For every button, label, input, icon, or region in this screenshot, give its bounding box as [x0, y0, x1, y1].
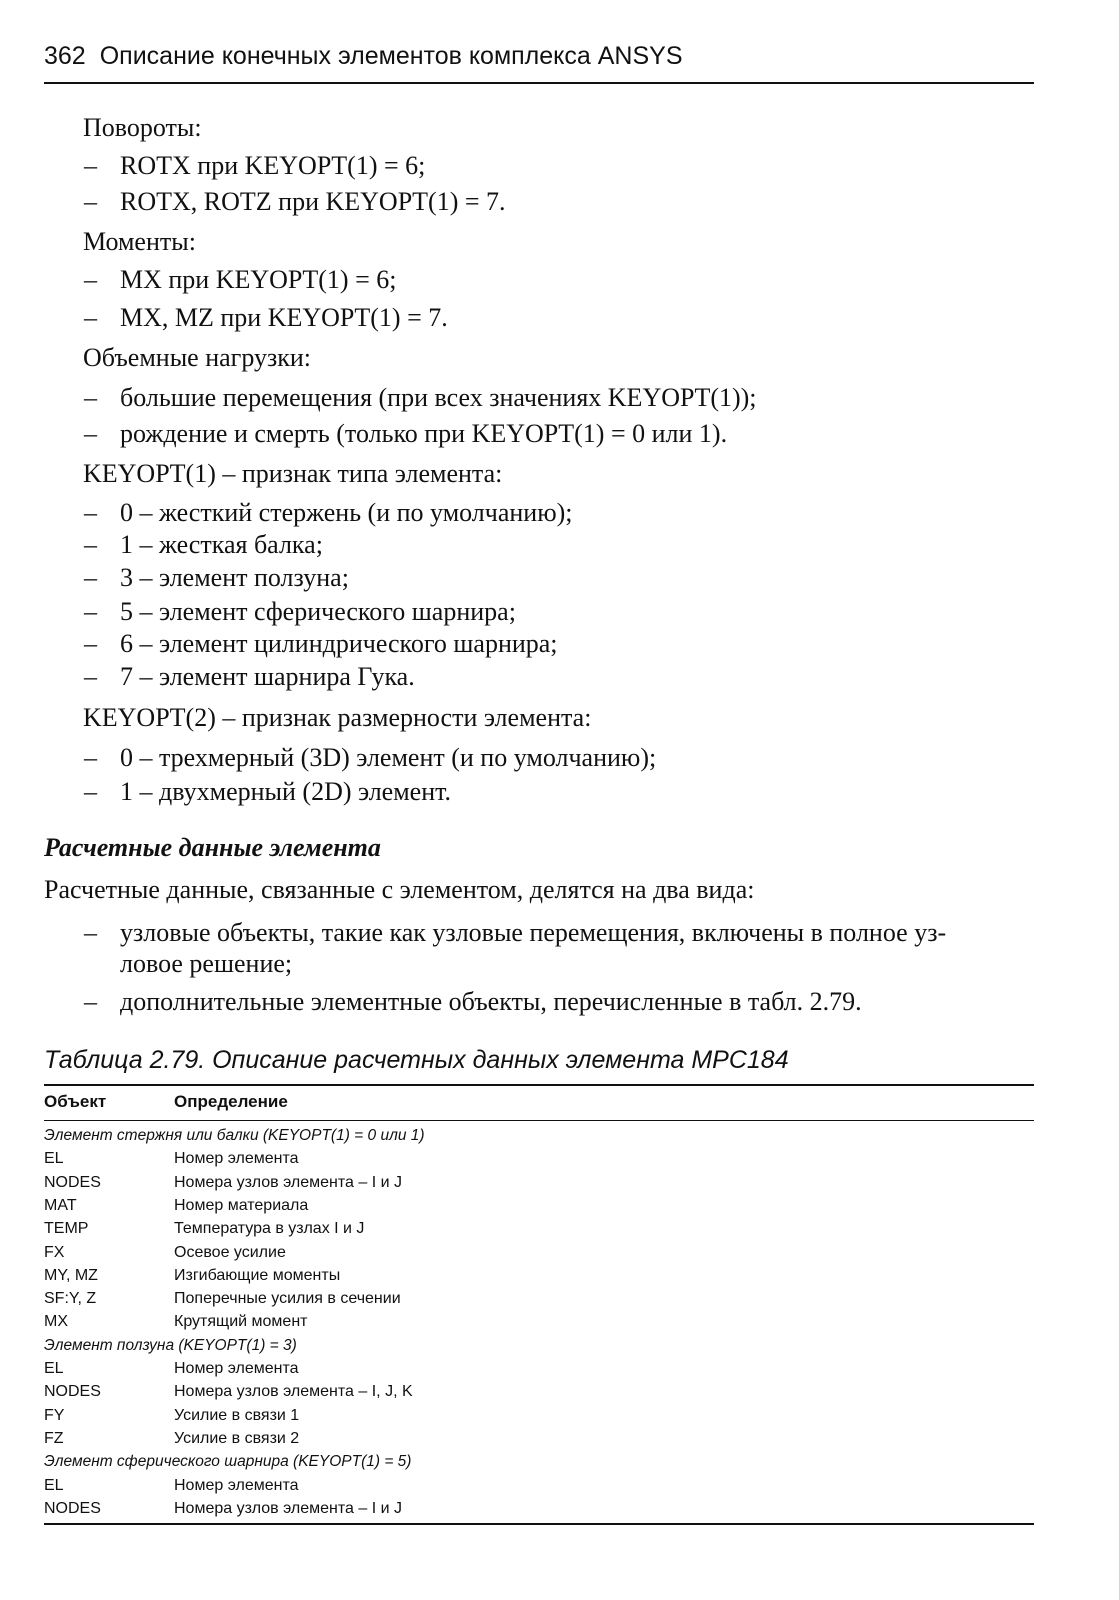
table-row: [44, 1147, 1034, 1170]
list-dash: –: [84, 662, 97, 691]
table-cell-object: FZ: [44, 1429, 64, 1447]
list-item: ROTX, ROTZ при KEYOPT(1) = 7.: [120, 187, 506, 216]
table-cell-object: NODES: [44, 1383, 101, 1401]
table-bottom-rule: [44, 1523, 1034, 1525]
list-dash: –: [84, 383, 97, 412]
table-cell-definition: Осевое усилие: [174, 1243, 286, 1261]
list-item: 0 – жесткий стержень (и по умолчанию);: [120, 498, 573, 527]
table-row: [44, 1171, 1034, 1194]
table-cell-object: NODES: [44, 1499, 101, 1517]
list-dash: –: [84, 777, 97, 806]
list-item: MX, MZ при KEYOPT(1) = 7.: [120, 303, 448, 332]
table-cell-object: MAT: [44, 1196, 77, 1214]
table-row: [44, 1357, 1034, 1380]
table-cell-definition: Номер элемента: [174, 1360, 299, 1377]
list-item: 1 – двухмерный (2D) элемент.: [120, 777, 452, 806]
table-cell-definition: Поперечные усилия в сечении: [174, 1290, 401, 1308]
list-item: узловые объекты, такие как узловые перемещения, включены в полное уз-: [120, 918, 947, 947]
table-group-label: Элемент ползуна (KEYOPT(1) = 3): [44, 1336, 297, 1354]
table-cell-definition: Усилие в связи 1: [174, 1406, 300, 1424]
table-cell-object: EL: [44, 1476, 64, 1494]
table-cell-definition: Изгибающие моменты: [174, 1266, 341, 1284]
list-dash: –: [84, 151, 97, 180]
table-row: [44, 1310, 1034, 1333]
table-row: [44, 1287, 1034, 1310]
table-cell-definition: Номер элемента: [174, 1476, 299, 1494]
list-dash: –: [84, 743, 97, 772]
section-heading: Расчетные данные элемента: [44, 833, 381, 862]
list-item: 7 – элемент шарнира Гука.: [120, 662, 415, 691]
list-item: 5 – элемент сферического шарнира;: [120, 597, 516, 626]
list-dash: –: [84, 265, 97, 294]
table-cell-definition: Номера узлов элемента – I и J: [174, 1499, 402, 1517]
column-header-object: Объект: [44, 1092, 107, 1111]
list-item: рождение и смерть (только при KEYOPT(1) = 0 или 1).: [120, 419, 728, 448]
table-cell-definition: Номер материала: [174, 1196, 309, 1214]
table-cell-definition: Номера узлов элемента – I и J: [174, 1173, 402, 1191]
table-cell-object: FY: [44, 1406, 65, 1424]
list-dash: –: [84, 629, 97, 658]
table-row: [44, 1427, 1034, 1450]
list-item: 0 – трехмерный (3D) элемент (и по умолчанию);: [120, 743, 657, 772]
table-cell-definition: Номера узлов элемента – I, J, K: [174, 1383, 413, 1401]
running-title: Описание конечных элементов комплекса ANSYS: [99, 42, 683, 70]
keyopt1-title: KEYOPT(1) – признак типа элемента:: [83, 459, 503, 488]
table-cell-object: MX: [44, 1313, 68, 1331]
table-group-label: Элемент сферического шарнира (KEYOPT(1) = 5): [44, 1453, 412, 1471]
table-cell-definition: Усилие в связи 2: [174, 1429, 300, 1447]
running-header: [44, 38, 1034, 74]
list-dash: –: [84, 563, 97, 592]
rotations-title: Повороты:: [83, 113, 202, 142]
list-dash: –: [84, 530, 97, 559]
list-item-continuation: ловое решение;: [120, 949, 293, 978]
table-row: [44, 1497, 1034, 1520]
table-cell-object: SF:Y, Z: [44, 1290, 97, 1308]
table-cell-object: NODES: [44, 1173, 101, 1191]
table-cell-object: EL: [44, 1360, 64, 1377]
column-header-definition: Определение: [174, 1092, 288, 1111]
table-cell-object: MY, MZ: [44, 1266, 98, 1284]
table-cell-definition: Температура в узлах I и J: [174, 1220, 365, 1238]
list-dash: –: [84, 419, 97, 448]
table-header-rule: [44, 1120, 1034, 1121]
table-row: [44, 1264, 1034, 1287]
table-row: [44, 1241, 1034, 1264]
list-item: дополнительные элементные объекты, перечисленные в табл. 2.79.: [120, 987, 862, 1016]
table-cell-object: EL: [44, 1150, 64, 1168]
list-item: 3 – элемент ползуна;: [120, 563, 349, 592]
list-dash: –: [84, 918, 97, 947]
list-dash: –: [84, 987, 97, 1016]
moments-title: Моменты:: [83, 227, 196, 256]
keyopt2-title: KEYOPT(2) – признак размерности элемента:: [83, 703, 592, 732]
table-row: [44, 1404, 1034, 1427]
table-cell-object: TEMP: [44, 1220, 89, 1238]
table-group-label: Элемент стержня или балки (KEYOPT(1) = 0 или 1): [44, 1127, 425, 1144]
list-dash: –: [84, 498, 97, 527]
table-row: [44, 1194, 1034, 1217]
list-item: 1 – жесткая балка;: [120, 530, 323, 559]
list-dash: –: [84, 597, 97, 626]
table-top-rule: [44, 1084, 1034, 1086]
table-row: [44, 1474, 1034, 1497]
output-intro: Расчетные данные, связанные с элементом, делятся на два вида:: [44, 875, 755, 904]
table-row: [44, 1217, 1034, 1240]
table-title: Таблица 2.79. Описание расчетных данных элемента MPC184: [44, 1046, 789, 1074]
list-item: большие перемещения (при всех значениях KEYOPT(1));: [120, 383, 757, 412]
list-item: MX при KEYOPT(1) = 6;: [120, 265, 397, 294]
list-dash: –: [84, 187, 97, 216]
header-rule: [44, 82, 1034, 84]
table-cell-definition: Крутящий момент: [174, 1313, 308, 1331]
list-item: 6 – элемент цилиндрического шарнира;: [120, 629, 558, 658]
list-item: ROTX при KEYOPT(1) = 6;: [120, 151, 426, 180]
table-row: [44, 1380, 1034, 1403]
page-number: 362: [44, 42, 86, 70]
body-loads-title: Объемные нагрузки:: [83, 343, 312, 372]
list-dash: –: [84, 303, 97, 332]
table-cell-definition: Номер элемента: [174, 1150, 299, 1168]
table-cell-object: FX: [44, 1243, 65, 1261]
